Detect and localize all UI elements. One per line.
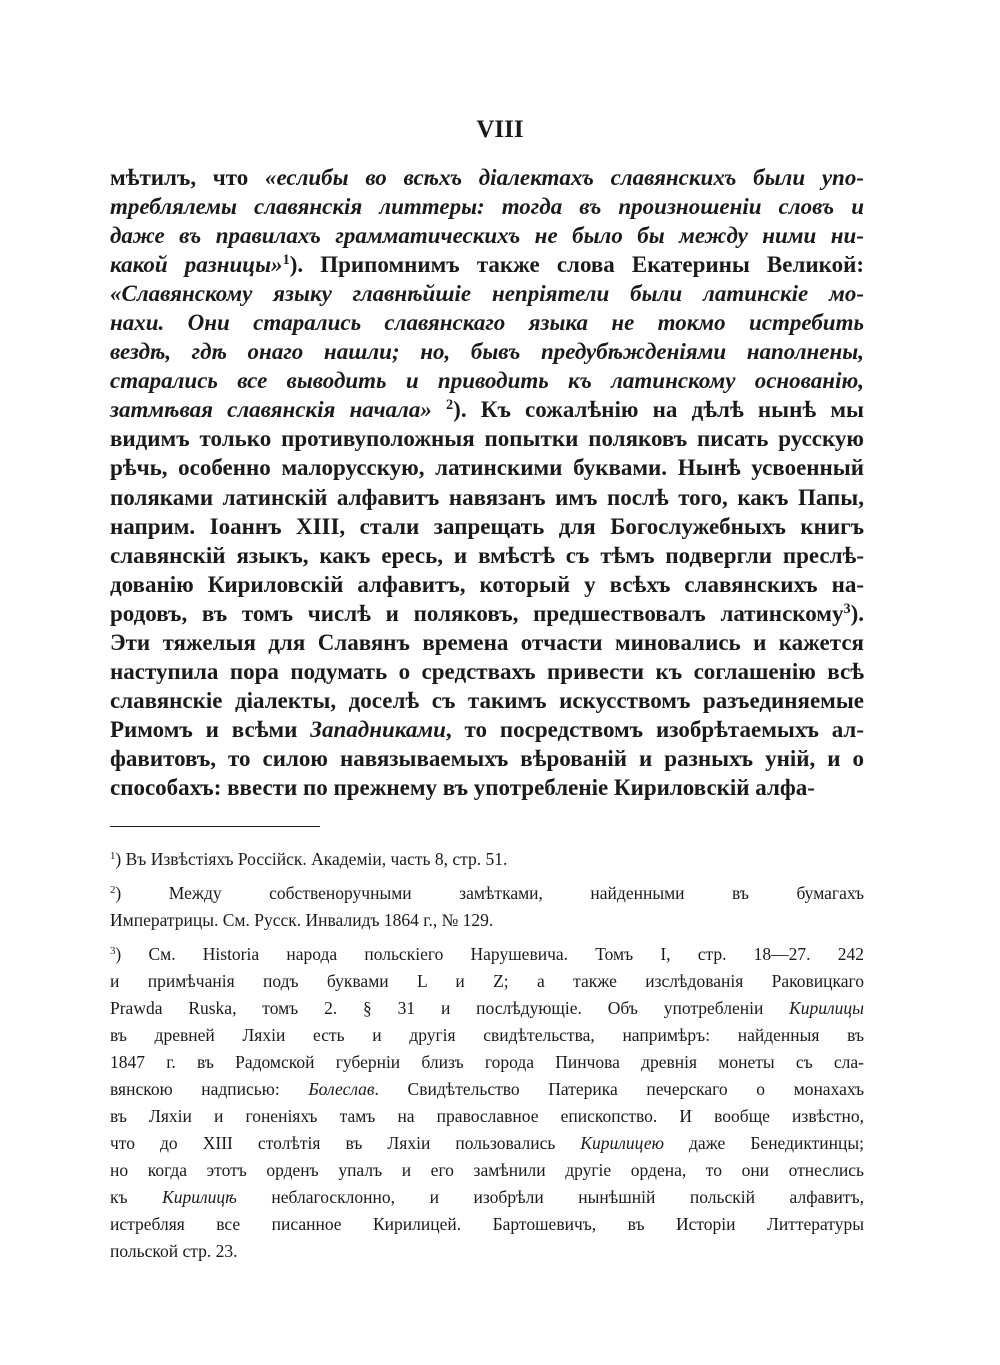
footnotes — [110, 846, 864, 1265]
text-line: дованію Кириловскій алфавитъ, который у всѣхъ славянскихъ на- — [110, 571, 864, 597]
text-line: славянскіе діалекты, доселѣ съ такимъ искусствомъ разъединяемые — [110, 687, 864, 713]
text-line: «Славянскому языку главнѣйшіе непріятели были латинскіе мо- — [110, 281, 864, 307]
footnote-line: вянскою надписью: Болеслав. Свидѣтельство Патерика печерскаго о монахахъ — [110, 1079, 864, 1099]
footnote-line: польской стр. 23. — [110, 1241, 238, 1261]
text-line: рѣчь, особенно малорусскую, латинскими буквами. Нынѣ усвоенный — [110, 455, 864, 481]
footnote-line: но когда этотъ орденъ упалъ и его замѣнили другіе ордена, то они отнеслись — [110, 1160, 864, 1180]
text-line: видимъ только противуположныя попытки поляковъ писать русскую — [110, 426, 864, 452]
footnote-separator — [110, 826, 320, 827]
footnote-line: $^2$) Между собственоручными замѣтками, найденными въ бумагахъ — [110, 883, 864, 903]
footnote-1 — [110, 846, 864, 873]
footnote-2 — [110, 880, 864, 934]
text-line: нахи. Они старались славянскаго языка не токмо истребить — [110, 310, 864, 336]
footnote-marker: 2 — [110, 884, 116, 897]
text-line: наступила пора подумать о средствахъ привести къ соглашенію всѣ — [110, 658, 864, 684]
footnote-line: къ Кирилицѣ неблагосклонно, и изобрѣли нынѣшній польскій алфавитъ, — [110, 1187, 864, 1207]
footnote-3 — [110, 941, 864, 1265]
page-number: VIII — [476, 116, 524, 143]
footnote-line: въ древней Ляхіи есть и другія свидѣтельства, напримѣръ: найденныя въ — [110, 1025, 864, 1045]
text-line: даже въ правилахъ грамматическихъ не было бы между ними ни- — [110, 223, 864, 249]
footnote-marker: 1 — [110, 850, 116, 863]
text-line: поляками латинскій алфавитъ навязанъ имъ послѣ того, какъ Папы, — [110, 484, 864, 510]
footnote-marker: 3 — [110, 945, 116, 958]
text-line: треблялемы славянскія литтеры: тогда въ произношеніи словъ и — [110, 194, 864, 220]
footnote-line: Императрицы. См. Русск. Инвалидъ 1864 г., № 129. — [110, 910, 494, 930]
text-line: наприм. Іоаннъ XIII, стали запрещать для Богослужебныхъ книгъ — [110, 513, 864, 539]
footnote-line: и примѣчанія подъ буквами L и Z; а также изслѣдованія Раковицкаго — [110, 971, 864, 991]
footnote-line: $^1$) Въ Извѣстіяхъ Россійск. Академіи, часть 8, стр. 51. — [110, 849, 508, 869]
text-line: затмѣвая славянскія начала» $^2$). Къ сожалѣнію на дѣлѣ нынѣ мы — [110, 397, 865, 423]
text-line: Римомъ и всѣми Западниками, то посредствомъ изобрѣтаемыхъ ал- — [110, 716, 864, 742]
text-line: старались все выводить и приводить къ латинскому основанію, — [110, 368, 864, 394]
text-line: фавитовъ, то силою навязываемыхъ вѣрованій и разныхъ уній, и о — [110, 745, 864, 771]
text-line: мѣтилъ, что «еслибы во всѣхъ діалектахъ славянскихъ были упо- — [110, 165, 864, 190]
text-line: Эти тяжелыя для Славянъ времена отчасти миновались и кажется — [110, 629, 864, 655]
text-line: родовъ, въ томъ числѣ и поляковъ, предшествовалъ латинскому$^3$). — [110, 600, 864, 626]
footnote-line: что до XIII столѣтія въ Ляхіи пользовались Кирилицею даже Бенедиктинцы; — [110, 1133, 864, 1153]
footnote-line: въ Ляхіи и гоненіяхъ тамъ на православное епископство. И вообще извѣстно, — [110, 1106, 864, 1126]
text-line: какой разницы»$^1$). Припомнимъ также слова Екатерины Великой: — [110, 252, 864, 278]
text-line: вездѣ, гдѣ онаго нашли; но, бывъ предубѣжденіями наполнены, — [110, 339, 864, 365]
text-line: способахъ: ввести по прежнему въ употребленіе Кириловскій алфа- — [110, 774, 815, 800]
text-line: славянскій языкъ, какъ ересь, и вмѣстѣ съ тѣмъ подвергли преслѣ- — [110, 542, 864, 568]
footnote-line: Prawda Ruska, томъ 2. § 31 и послѣдующіе. Объ употребленіи Кирилицы — [110, 998, 864, 1018]
main-text — [110, 163, 864, 802]
footnote-line: $^3$) См. Historia народа польскіего Нарушевича. Томъ I, стр. 18—27. 242 — [110, 944, 864, 964]
footnote-marker: 2 — [446, 397, 454, 414]
footnote-marker: 3 — [843, 600, 851, 617]
footnote-line: истребляя все писанное Кирилицей. Бартошевичъ, въ Исторіи Литтературы — [110, 1214, 864, 1234]
footnote-line: 1847 г. въ Радомской губерніи близъ города Пинчова древнія монеты съ сла- — [110, 1052, 864, 1072]
footnote-marker: 1 — [282, 252, 290, 269]
